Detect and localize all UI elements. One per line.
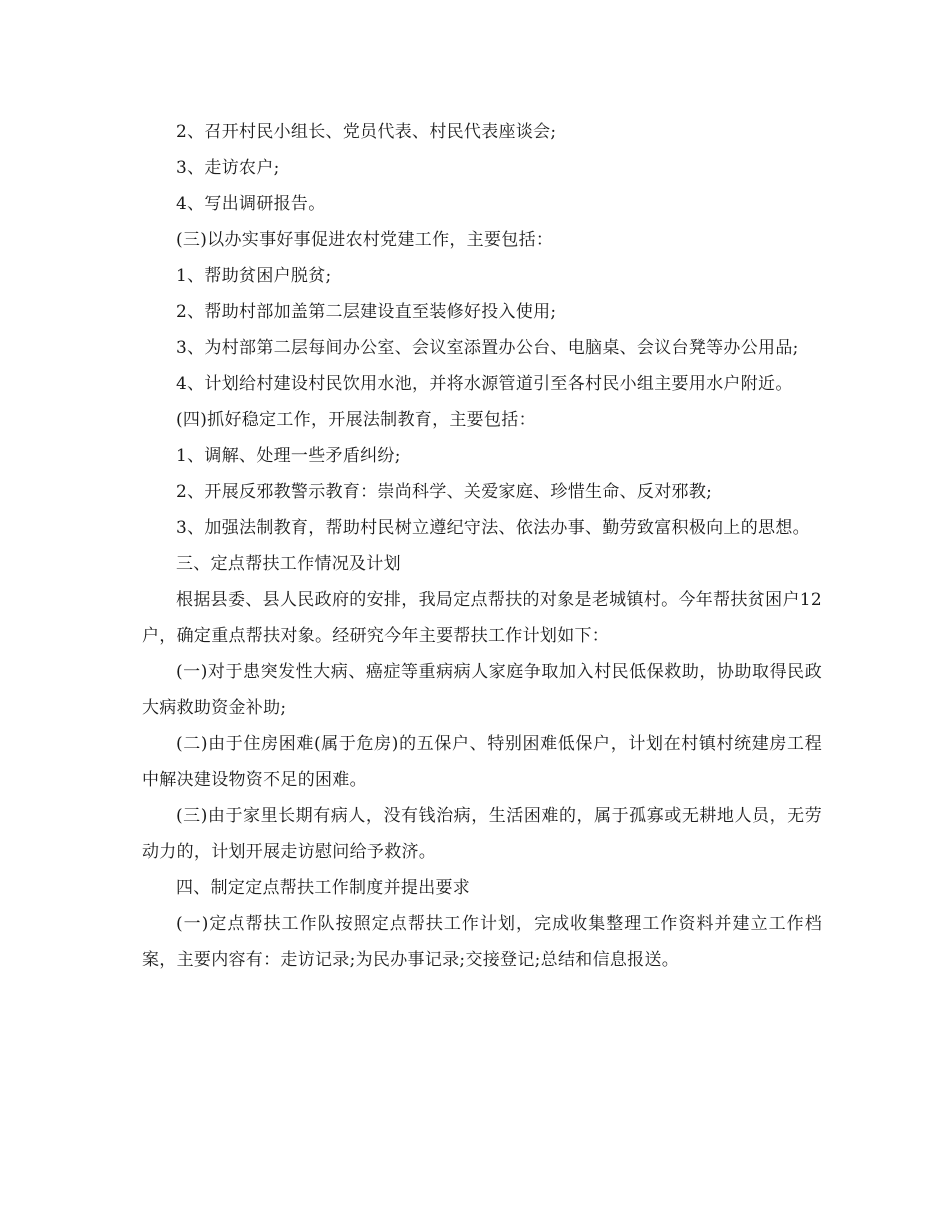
paragraph: (一)对于患突发性大病、癌症等重病病人家庭争取加入村民低保救助，协助取得民政大病救助资金补助; <box>142 662 822 718</box>
paragraph: 4、计划给村建设村民饮用水池，并将水源管道引至各村民小组主要用水户附近。 <box>176 374 793 394</box>
paragraph: 根据县委、县人民政府的安排，我局定点帮扶的对象是老城镇村。今年帮扶贫困户12户，确定重点帮扶对象。经研究今年主要帮扶工作计划如下： <box>142 590 822 646</box>
document-body <box>142 114 822 978</box>
paragraph: (三)由于家里长期有病人，没有钱治病，生活困难的，属于孤寡或无耕地人员，无劳动力的，计划开展走访慰问给予救济。 <box>142 806 822 862</box>
paragraph: (二)由于住房困难(属于危房)的五保户、特别困难低保户，计划在村镇村统建房工程中解决建设物资不足的困难。 <box>142 734 822 790</box>
paragraph: 2、开展反邪教警示教育：崇尚科学、关爱家庭、珍惜生命、反对邪教; <box>176 482 713 502</box>
paragraph: (一)定点帮扶工作队按照定点帮扶工作计划，完成收集整理工作资料并建立工作档案，主要内容有：走访记录;为民办事记录;交接登记;总结和信息报送。 <box>142 914 822 970</box>
paragraph: 3、为村部第二层每间办公室、会议室添置办公台、电脑桌、会议台凳等办公用品; <box>176 338 799 358</box>
paragraph: (四)抓好稳定工作，开展法制教育，主要包括： <box>176 410 536 430</box>
paragraph: 3、加强法制教育，帮助村民树立遵纪守法、依法办事、勤劳致富积极向上的思想。 <box>176 518 810 538</box>
section-heading: 四、制定定点帮扶工作制度并提出要求 <box>176 878 471 898</box>
paragraph: (三)以办实事好事促进农村党建工作，主要包括： <box>176 230 554 250</box>
paragraph: 1、帮助贫困户脱贫; <box>176 266 332 286</box>
paragraph: 2、召开村民小组长、党员代表、村民代表座谈会; <box>176 122 557 142</box>
paragraph: 2、帮助村部加盖第二层建设直至装修好投入使用; <box>176 302 557 322</box>
paragraph: 1、调解、处理一些矛盾纠纷; <box>176 446 401 466</box>
paragraph: 4、写出调研报告。 <box>176 194 326 214</box>
paragraph: 3、走访农户; <box>176 158 280 178</box>
section-heading: 三、定点帮扶工作情况及计划 <box>176 554 401 574</box>
